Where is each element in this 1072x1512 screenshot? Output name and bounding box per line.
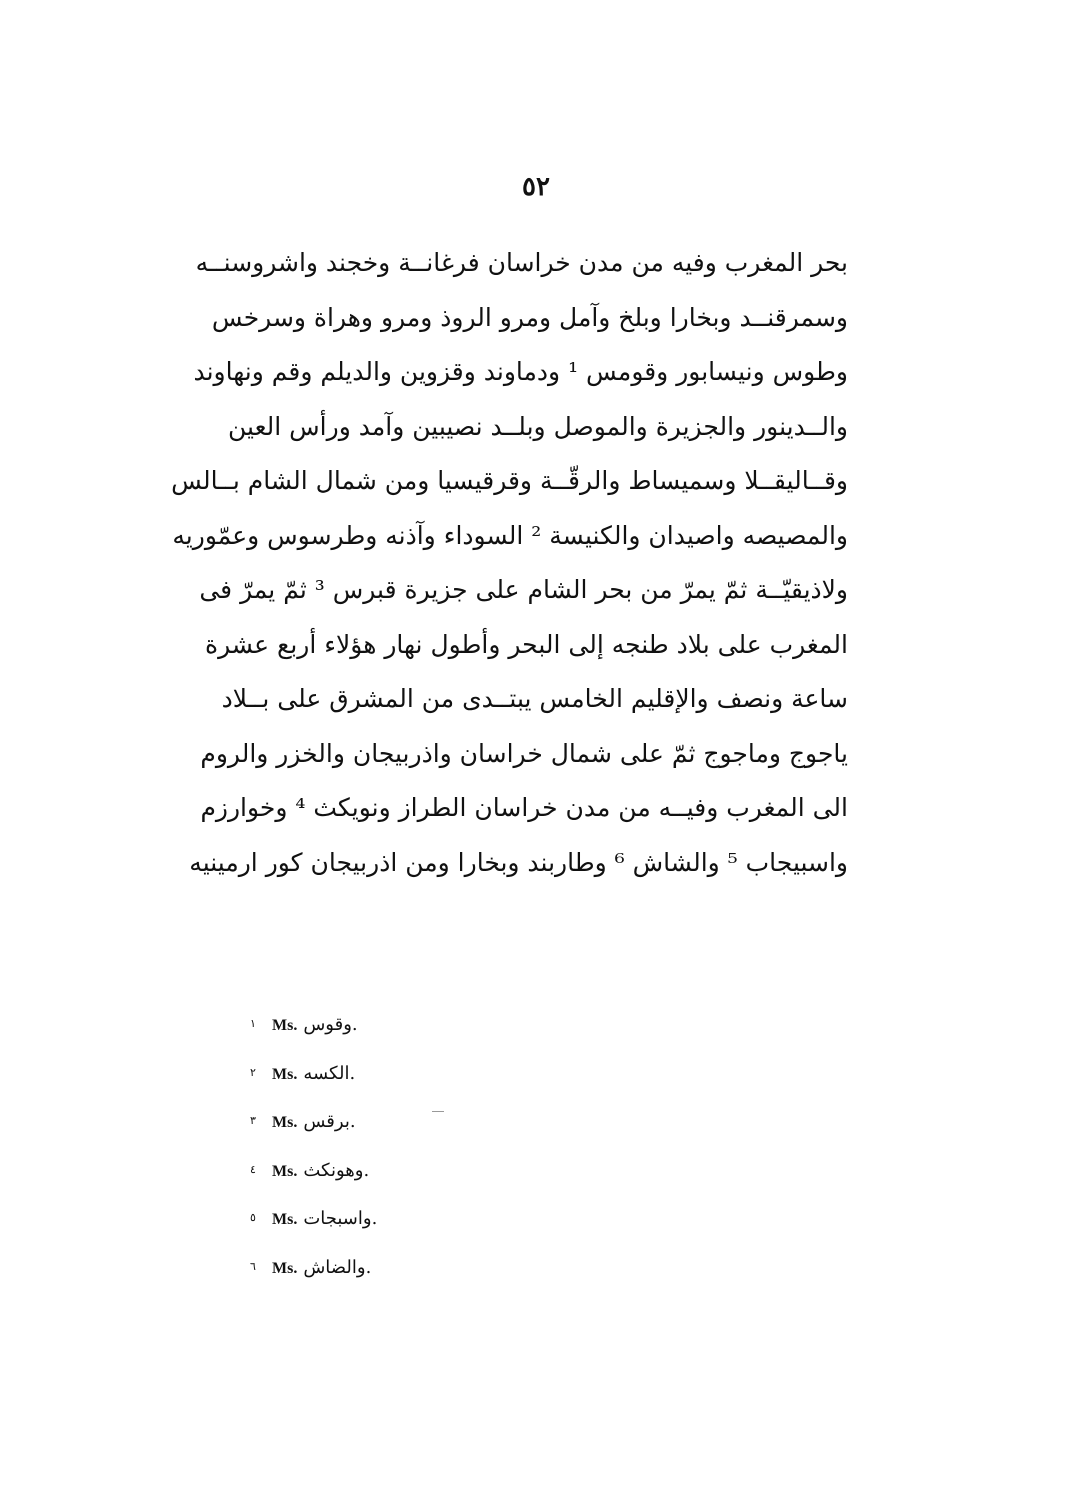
footnote-variant: برقس — [303, 1111, 350, 1132]
footnote-variant: الكسه — [303, 1062, 350, 1084]
footnote — [250, 1243, 450, 1292]
footnote-ms-label: Ms. — [272, 1065, 298, 1083]
footnote-ms-label: Ms. — [272, 1211, 298, 1228]
footnote-number: ٥ — [250, 1211, 256, 1224]
footnote-variant: والضاش — [303, 1256, 366, 1278]
footnote-dot: . — [349, 1062, 356, 1084]
body-text — [171, 236, 848, 890]
text-line: ولاذيقيّــة ثمّ يمرّ من بحر الشام على جزيرة قبرس ³ ثمّ يمرّ فى — [199, 575, 848, 604]
footnote-ms-label: Ms. — [272, 1017, 298, 1034]
footnote — [250, 1194, 450, 1243]
text-line: الى المغرب وفيــه من مدن خراسان الطراز ونويكث ⁴ وخوارزم — [200, 793, 848, 822]
footnote-dot: . — [351, 1014, 358, 1035]
footnote — [250, 1146, 450, 1195]
text-line: وطوس ونيسابور وقومس ¹ ودماوند وقزوين والديلم وقم ونهاوند — [193, 357, 848, 386]
text-line: ساعة ونصف والإقليم الخامس يبتــدى من المشرق على بــلاد — [221, 684, 848, 713]
footnote-ms-label: Ms. — [272, 1114, 298, 1131]
text-line: والــدينور والجزيرة والموصل وبلــد نصيبين وآمد ورأس العين — [228, 411, 848, 441]
footnote-number: ٤ — [250, 1162, 256, 1176]
footnote-dot: . — [365, 1256, 372, 1278]
footnote — [250, 1000, 450, 1049]
footnote-number: ٦ — [250, 1259, 256, 1273]
footnote-variant: وقوس — [303, 1014, 352, 1035]
page-number: ٥٢ — [522, 172, 550, 202]
footnotes — [250, 1000, 450, 1291]
footnote-variant: وهونكث — [303, 1159, 364, 1181]
footnote-dot: . — [349, 1111, 356, 1132]
text-line: وسمرقنــد وبخارا وبلخ وآمل ومرو الروذ ومرو وهراة وسرخس — [211, 302, 848, 332]
text-line: بحر المغرب وفيه من مدن خراسان فرغانــة وخجند واشروسنــه — [195, 248, 848, 277]
footnote-number: ٣ — [250, 1114, 256, 1127]
text-line: المغرب على بلاد طنجه إلى البحر وأطول نهار هؤلاء أربع عشرة — [204, 629, 848, 659]
text-line: وقــاليقــلا وسميساط والرقّــة وقرقيسيا ومن شمال الشام بــالس — [171, 466, 848, 495]
footnote-ms-label: Ms. — [272, 1162, 298, 1180]
footnote-variant: واسبجات — [303, 1208, 372, 1229]
footnote-number: ٢ — [250, 1065, 256, 1079]
footnote — [250, 1097, 450, 1146]
text-line: واسبيجاب ⁵ والشاش ⁶ وطاربند وبخارا ومن اذربيجان كور ارمينيه — [189, 847, 848, 877]
footnote-dot: . — [363, 1159, 370, 1181]
footnote-ms-label: Ms. — [272, 1259, 298, 1277]
footnote-dot: . — [371, 1208, 378, 1229]
scan-mark — [432, 1111, 444, 1112]
footnote — [250, 1049, 450, 1098]
footnote-number: ١ — [250, 1017, 256, 1030]
text-line: والمصيصه واصيدان والكنيسة ² السوداء وآذنه وطرسوس وعمّوريه — [172, 520, 848, 550]
text-line: ياجوج وماجوج ثمّ على شمال خراسان واذربيجان والخزر والروم — [200, 738, 848, 768]
